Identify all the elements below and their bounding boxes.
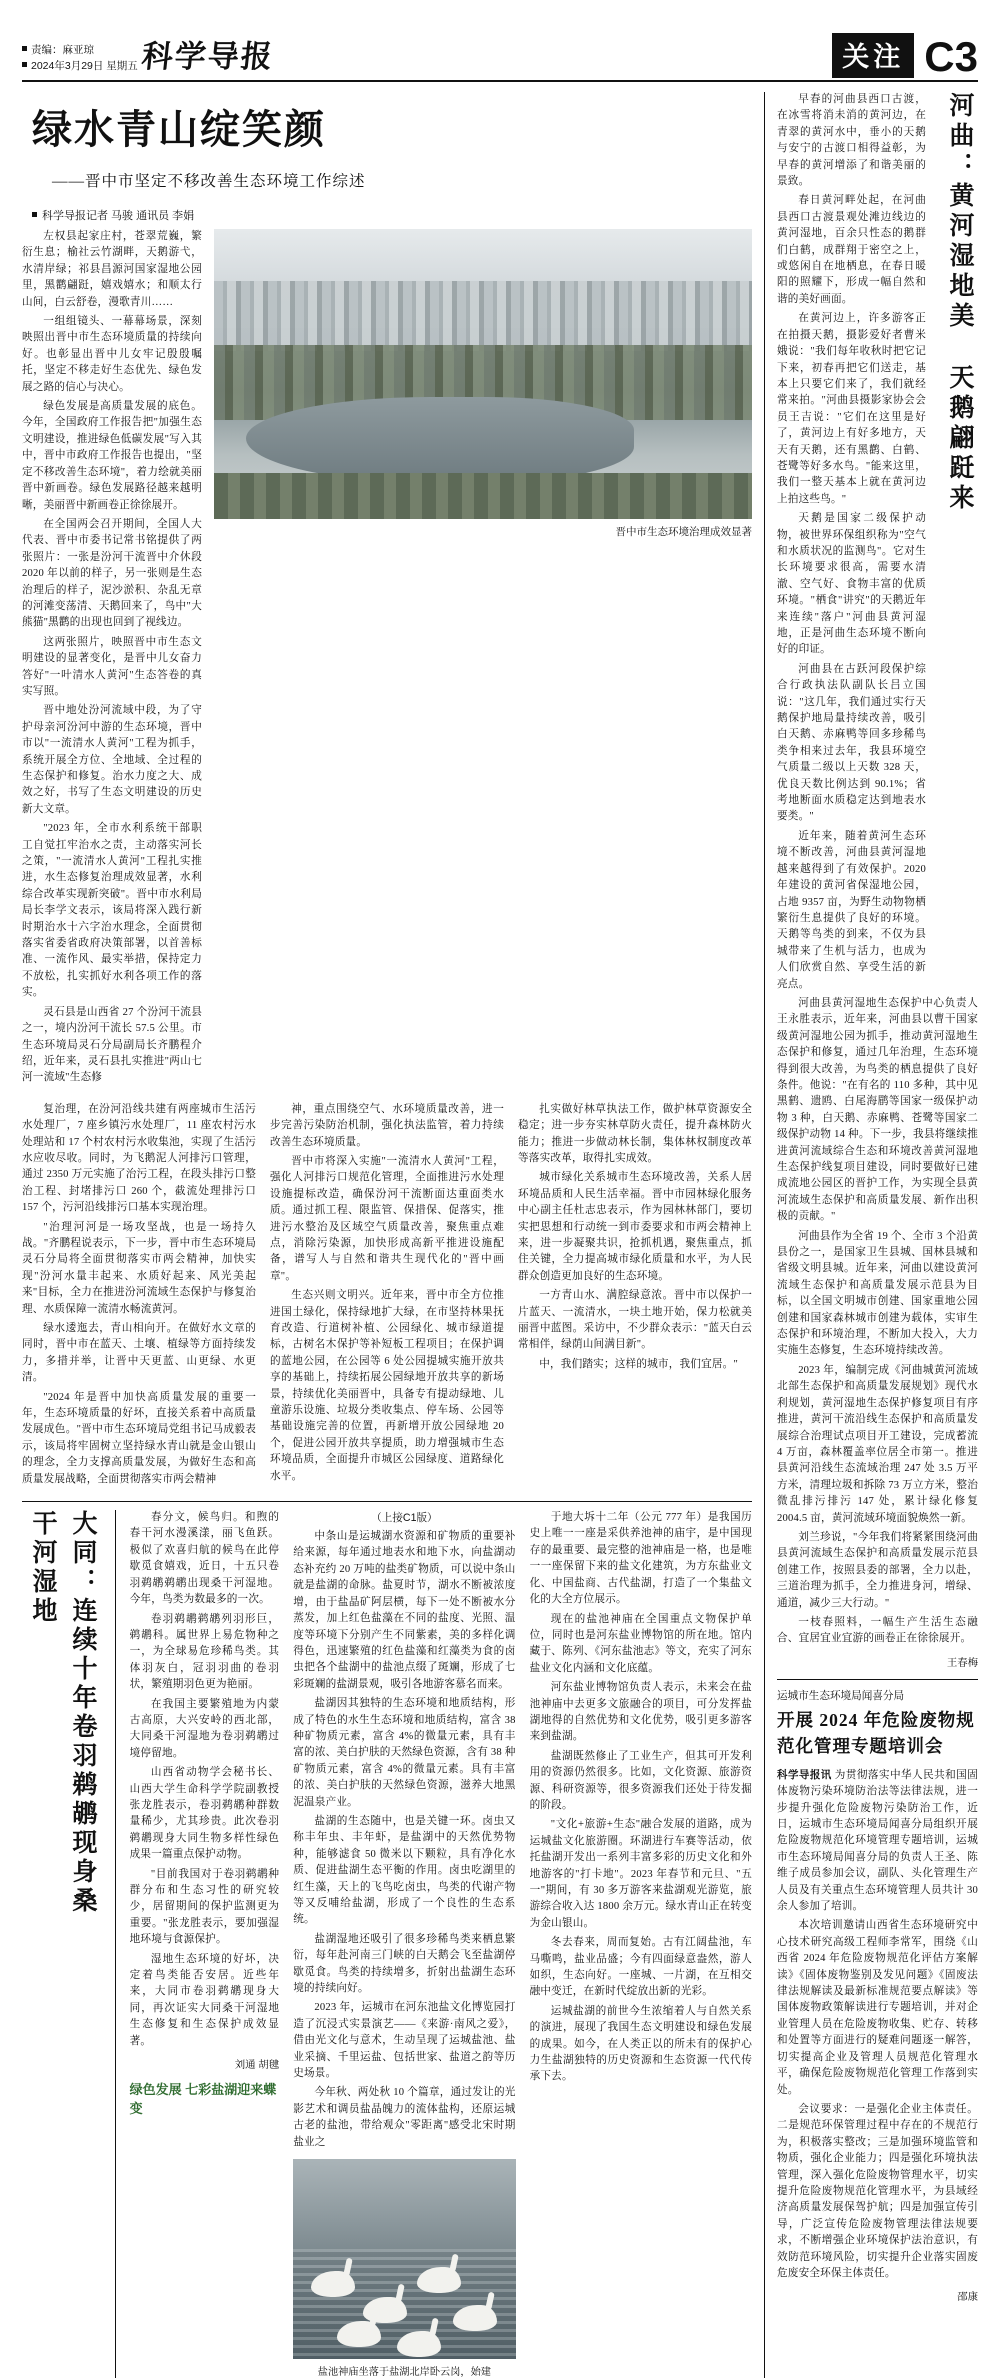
news-lead-label: 科学导报讯 bbox=[777, 1768, 832, 1781]
section-tag: 关注 bbox=[832, 33, 914, 78]
section-divider bbox=[22, 1501, 752, 1502]
datong-title: 大同：连续十年卷羽鹈鹕现身桑干河湿地 bbox=[29, 1510, 96, 1917]
swan-shape bbox=[337, 2321, 381, 2347]
paragraph: 左权县起家庄村，苍翠荒巍，繁衍生息；榆社云竹湖畔，天鹅游弋，水清岸绿；祁县昌源河国家湿地公园里，黑鹳翩跹，嬉戏嬉水；和顺太行山间，白云舒卷，漫歌青川…… bbox=[22, 231, 202, 308]
feature-column-3 bbox=[518, 1102, 752, 1491]
swan-photo-caption: 盐池神庙坐落于盐湖北岸卧云岗，始建 bbox=[317, 2367, 491, 2378]
paragraph: 运城盐湖的前世今生浓缩着人与自然关系的演进，展现了我国生态文明建设和绿色发展的成果。如今，在人类正以的所未有的保护心力生盐湖独特的历史资源和生态资源一代代传承下去。 bbox=[529, 2005, 752, 2083]
paragraph: 2023 年，运城市在河东池盐文化博览园打造了沉浸式实景演艺——《来游·南风之爱》，借由光文化与意术，生动呈现了运城盐池、盐业采摘、千里运盐、包括世家、盐道之韵等历史场景。 bbox=[293, 2002, 516, 2080]
news-author: 邵康 bbox=[957, 2292, 978, 2304]
paragraph: 中，我们踏实；这样的城市，我们宜居。" bbox=[539, 1358, 738, 1370]
paragraph: 绿水逶迤去，青山相向开。在做好水文章的同时，晋中市在蓝天、土壤、植绿等方面持续发力，多措并举，让晋中天更蓝、山更绿、水更清。 bbox=[22, 1323, 256, 1384]
lead-column bbox=[22, 229, 202, 1090]
green-section-title: 绿色发展 七彩盐湖迎来蝶变 bbox=[129, 2082, 277, 2117]
paragraph: 春分文，候鸟归。和煦的春干河水漫溪漾，丽飞鱼跃。极似了欢喜归航的候鸟在此停歇觅食嬉戏，近日，十五只卷羽鹈鹕鹈鹕出现桑干河湿地。今年，鸟类为数最多的一次。 bbox=[129, 1512, 280, 1606]
masthead-info bbox=[22, 42, 142, 80]
paragraph: 灵石县是山西省 27 个汾河干流县之一，境内汾河干流长 57.5 公里。市生态环境局灵石分局副局长齐鹏程介绍，近年来，灵石县扎实推进"两山七河一流域"生态修 bbox=[22, 1006, 202, 1084]
masthead-date: 2024年3月29日 星期五 bbox=[22, 58, 142, 74]
paragraph: 本次培训邀请山西省生态环境研究中心技术研究高级工程师李常军，围绕《山西省 2024 年危险废物规范化评估方案解读》《固体废物鉴别及发见问题》《固废法律法规解读及最新标准规范要点解读》等国体废物政策解读进行专题培训，并对企业管理人员在危险废物收集、贮存、转移和处置等方面进行的疑难问题逐一解答，切实提高企业及管理人员规范化管理水平，确保危险废物规范化管理工作落到实处。 bbox=[777, 1920, 978, 2096]
photo-foreground bbox=[214, 473, 752, 519]
page-subtitle: ——晋中市坚定不移改善生态环境工作综述 bbox=[52, 173, 366, 190]
photo-caption: 晋中市生态环境治理成效显著 bbox=[615, 526, 752, 538]
main-zone bbox=[22, 92, 764, 2378]
hequ-title: 河曲：黄河湿地美 天鹅翩跹来 bbox=[946, 92, 973, 514]
paragraph: 城市绿化关系城市生态环境改善，关系人居环境品质和人民生活幸福。晋中市园林绿化服务中心副主任杜志忠表示，作为园林林部门，要切实把思想和行动统一到市委要求和市两会精神上来，进一步凝聚共识，抢抓机遇，聚焦重点，抓住关键，全力提高城市绿化质量和水平，为人民群众创造更加良好的生态环境。 bbox=[518, 1172, 752, 1282]
hequ-author: 王春梅 bbox=[946, 1657, 978, 1669]
paragraph: 河曲县作为全省 19 个、全市 3 个沿黄县份之一，是国家卫生县城、国林县城和省级文明县城。近年来，河曲以建设黄河流域生态保护和高质量发展示范县为目标，以全国文明城市创建、国家重地公园创建和国家森林城市创建为载体，实审生态保护和环境治理，不断加大投入，大力实施生态修复，生态环境持续改善。 bbox=[777, 1230, 978, 1357]
paragraph: 为贯彻落实中华人民共和国固体废物污染环境防治法等法律法规，进一步提升强化危险废物污染防治工作，近日，运城市生态环境局闻喜分局组织开展危险废物规范化环境管理专题培训，运城市生态环境局闻喜分局的负责人王圣、陈维子成员参加会议，副队、头化管理生产人员及有关重点生态环境管理人员共计 30 余人参加了培训。 bbox=[777, 1769, 978, 1913]
paragraph: 近年来，随着黄河生态环境不断改善，河曲县黄河湿地越来越得到了有效保护。2020 年建设的黄河省保湿地公园，占地 9357 亩，为野生动物物栖繁衍生息提供了良好的环境。天鹅等鸟类的到来，不仅为县城带来了生机与活力，也成为人们欣赏自然、享受生活的新亮点。 bbox=[777, 830, 926, 990]
yuncheng-column-2 bbox=[530, 1510, 752, 2378]
paragraph: 冬去春来，周而复始。古有江阔盐池，车马嘶鸣，盐业品盛；今有四面绿意盎然，游人如织，生态向好。一座城、一片湖，在互相交融中变迁，在新时代绽放出新的光彩。 bbox=[529, 1937, 752, 1998]
paragraph: 盐湖的生态随中，也是关键一环。卤虫又称丰年虫、丰年虾，是盐湖中的天然优势物种，能够滤食 50 微米以下颗粒，具有净化水质、促进盐湖生态平衡的作用。卤虫吃湖里的红生藻，天上的飞鸟吃卤虫，鸟类的代谢产物等又反哺给盐湖，形成了一个良性的生态系统。 bbox=[293, 1815, 516, 1926]
masthead bbox=[22, 18, 978, 82]
paragraph: 一方青山水、满腔绿意浓。晋中市以保护一片蓝天、一流清水，一块土地开始，保力松就美丽晋中蓝图。采访中，不少群众表示："蓝天白云常相伴，绿荫山间满目新"。 bbox=[518, 1290, 752, 1351]
page-title: 绿水青山绽笑颜 bbox=[32, 107, 326, 152]
paragraph: 在黄河边上，许多游客正在拍摄天鹅，摄影爱好者曹米娥说："我们每年收秋时把它记下来，初春再把它们送走，基本上只要它们来了，我们就经常来拍。"河曲县摄影家协会会员王吉说："它们在这里是好了，黄河边上有好多地方，天天有天鹅，还有黑鹳、白鹤、苍鹭等好多水鸟。"能来这里，我们一整天基本上就在黄河边上拍这些鸟。" bbox=[777, 313, 926, 505]
paragraph: 在全国两会召开期间，全国人大代表、晋中市委书记常书铭提供了两张照片：一张是汾河干流晋中介休段 2020 年以前的样子，另一张则是生态治理后的样子，泥沙淤积、杂乱无章的河滩变荡清、天鹅回来了，鸟中"大熊猫"黑鹳的出现也回到了视线边。 bbox=[22, 518, 202, 629]
news-headline: 开展 2024 年危险废物规范化管理专题培训会 bbox=[777, 1709, 975, 1756]
paragraph: 河东盐业博物馆负责人表示，未来会在盐池神庙中去更多文旅融合的项目，可分发挥盐湖地得的自然优势和文化优势，吸引更多游客来到盐湖。 bbox=[529, 1682, 752, 1743]
masthead-section bbox=[832, 33, 978, 80]
paragraph: 绿色发展是高质量发展的底色。今年，全国政府工作报告把"加强生态文明建设，推进绿色低碳发展"写入其中，晋中市政府工作报告也提出，"坚定不移改善生态环境"，着力绘就美丽晋中新画卷。绿色发展路径越来越明晰，美丽晋中新画卷正徐徐展开。 bbox=[22, 401, 202, 511]
news-body bbox=[777, 1767, 978, 1916]
paragraph: "2024 年是晋中加快高质量发展的重要一年，生态环境质量的好坏，直接关系着中高质量发展成色。"晋中市生态环境局党组书记马成毅表示，该局将牢固树立坚持绿水青山就是金山银山的理念，全力支撑高质量发展，为做好生态和高质量发展战略，全面贯彻落实市两会精神 bbox=[22, 1391, 256, 1485]
paragraph: 河曲县在古跃河段保护综合行政执法队副队长吕立国说："这几年，我们通过实行天鹅保护地局量持续改善，吸引白天鹅、赤麻鸭等回多珍稀鸟类争相来过去年，我县环境空气质量二级以上天数 328 天，优良天数比例达到 90.1%；省考地断面水质稳定达到地表水要类。" bbox=[777, 663, 926, 823]
paragraph: "文化+旅游+生态"融合发展的道路，成为运城盐文化旅游圈。环湖进行车赛等活动，依托盐湖开发出一系列丰富多彩的历史文化和外地游客的"打卡地"。2023 年春节和元旦、"五一"期间，有 30 多万游客来盐湖观光游览，旅游综合收入达 1800 余万元。绿水青山正在转变为金山银山。 bbox=[529, 1819, 752, 1929]
feature-columns bbox=[22, 1102, 752, 1491]
feature-column-2 bbox=[270, 1102, 504, 1491]
paragraph: 盐湖湿地还吸引了很多珍稀鸟类来栖息繁衍，每年赴河南三门峡的白天鹅会飞至盐湖停歇觅食。鸟类的持续增多，折射出盐湖生态环境的持续向好。 bbox=[293, 1933, 516, 1995]
paragraph: 河曲县黄河湿地生态保护中心负责人王永胜表示，近年来，河曲县以曹干国家级黄河湿地公园为抓手，推动黄河湿地生态保护和修复，通过几年治理，生态环境得到很大改善，为鸟类的栖息提供了良好条件。他说："在有名的 110 多种，其中见黑鹤、遗鸥、白尾海鹛等国家一级保护动物 3 种，白天鹅、赤麻鸭、苍鹭等国家二级保护动物 14 种。下一步，我县将继续推进黄河流域综合生态和环境改善黄河湿地生态保护线复项目建设，同时要做好已建成流地公园区的晋护工作，为实现全县黄河流域生态保护和高质量发展、新作出积极的贡献。" bbox=[777, 997, 978, 1223]
paragraph: 神，重点围绕空气、水环境质量改善，进一步完善污染防治机制，强化执法监管，着力持续改善生态环境质量。 bbox=[270, 1103, 504, 1148]
paragraph: 一组组镜头、一幕幕场景，深刻映照出晋中市生态环境质量的持续向好。也彰显出晋中儿女牢记殷殷嘱托，坚定不移走好生态优先、绿色发展之路的信心与决心。 bbox=[22, 316, 202, 393]
paragraph: 在我国主要繁殖地为内蒙古高原，大兴安岭的西北部，大同桑干河湿地为卷羽鹈鹕过境停留地。 bbox=[129, 1698, 280, 1759]
page-number: C3 bbox=[924, 33, 978, 80]
photo-lake bbox=[246, 397, 633, 484]
main-photo-block bbox=[214, 229, 752, 1090]
swan-shape bbox=[417, 2267, 461, 2293]
right-zone bbox=[764, 92, 978, 2378]
news-source: 运城市生态环境局闻喜分局 bbox=[777, 1679, 978, 1703]
paragraph: 中条山是运城湖水资源和矿物质的重要补给来源，每年通过地表水和地下水，向盐湖动态补充约 20 万吨的盐类矿物质，可以说中条山就是盐湖的命脉。盐夏时节，湖水不断被浓度增，由于盐晶矿阿层横，每下一处不断被水分蒸发，加上红色盐藻在不同的盐度、光照、温度等环境下分别产生不同紫素，美的多样化调得色，迅速繁殖的红色盐藻和红藻类为食的卤虫把各个盐湖中的盐池点缀了斑斓，形成了七彩斑斓的盐湖景观，吸引各地游客慕名而来。 bbox=[293, 1531, 516, 1690]
paragraph: 这两张照片，映照晋中市生态文明建设的显著变化，是晋中儿女奋力答好"一叶清水人黄河"生态答卷的真实写照。 bbox=[22, 636, 202, 697]
swan-shape bbox=[397, 2331, 441, 2357]
datong-body bbox=[130, 1510, 280, 2378]
newspaper-logo: 科学导报 bbox=[140, 39, 276, 74]
paragraph: 现在的盐池神庙在全国重点文物保护单位，同时也是河东盐业博物馆的所在地。馆内藏于、陈列、《河东盐池志》等文，充实了河东盐业文化内涵和文化底蕴。 bbox=[529, 1613, 752, 1674]
byline: 科学导报记者 马骏 通讯员 李娟 bbox=[32, 207, 752, 223]
swan-shape bbox=[311, 2271, 355, 2297]
paragraph: 刘兰珍说，"今年我们将紧紧围绕河曲县黄河流域生态保护和高质量发展示范县创建工作，按照县委的部署，全力以赴，三道治理为抓手，全力推进身河，增绿、通道，减少三大行动。" bbox=[777, 1531, 978, 1609]
lead-row bbox=[22, 229, 752, 1090]
paragraph: 早春的河曲县西口古渡，在冰雪将消未消的黄河边，在青翠的黄河水中，垂小的天鹅与安宁的古渡口相得益彰，为早春的黄河增添了和谐美丽的景致。 bbox=[777, 94, 926, 188]
page-body bbox=[22, 92, 978, 2378]
paragraph: 山西省动物学会秘书长、山西大学生命科学学院副教授张龙胜表示，卷羽鹈鹕种群数量稀少，尤其珍贵。此次卷羽鹈鹕现身大同生物多样性绿色成果一篇重点保护动物。 bbox=[129, 1767, 280, 1861]
paragraph: 扎实做好林草执法工作，做护林草资源安全稳定；进一步夯实林草防火责任，提升森林防火能力；推进一步做动林长制，集体林权制度改革等落实改革，取得扎实成效。 bbox=[518, 1103, 752, 1164]
photo-buildings bbox=[214, 281, 752, 351]
paragraph: "目前我国对于卷羽鹈鹕种群分布和生态习性的研究较少，居留期间的保护监测更为重要。"张龙胜表示，要加强湿地环境与食源保护。 bbox=[129, 1868, 280, 1946]
paragraph: "治理河河是一场攻坚战，也是一场持久战。"齐鹏程说表示，下一步，晋中市生态环境局灵石分局将全面贯彻落实市两会精神，加快实现"汾河水量丰起来、水质好起来、风光美起来"目标，全力在推进汾河流域生态保护与修复治理、水质保障一流清水畅流黄河。 bbox=[22, 1221, 256, 1315]
masthead-editor: 责编：麻亚琼 bbox=[22, 42, 142, 58]
paragraph: 湿地生态环境的好坏，决定着鸟类能否安居。近些年来，大同市卷羽鹈鹕现身大同，再次证实大同桑干河湿地生态修复和生态保护成效显著。 bbox=[129, 1953, 280, 2047]
paragraph: 盐湖既然修止了工业生产，但其可开发利用的资源仍然很多。比如，文化资源、旅游资源、科研资源等，很多资源我们还处于待发掘的阶段。 bbox=[529, 1750, 752, 1811]
paragraph: 天鹅是国家二级保护动物，被世界环保组织称为"空气和水质状况的监测鸟"。它对生长环境要求很高，需要水清澈、空气好、食物丰富的优质环境。"栖食"讲究"的天鹅近年来连续"落户"河曲县黄河湿地，正是河曲生态环境不断向好的印证。 bbox=[777, 513, 926, 656]
paragraph: 春日黄河畔处起，在河曲县西口古渡景观处滩边线边的黄河湿地，百余只性态的鹅群们白鹤，成群翔于密空之上，或悠闲自在地栖息，在春日暖阳的照耀下，形成一幅自然和谐的美好画面。 bbox=[777, 195, 926, 305]
bottom-section bbox=[22, 1510, 752, 2378]
feature-column-1 bbox=[22, 1102, 256, 1491]
paragraph: 晋中市将深入实施"一流清水人黄河"工程，强化人河排污口规范化管理，全面推进污水处理设施提标改造，确保汾河干流断面达重面类水质。通过抓工程、限监管、保措保、促落实，推进污水整治及区域空气质量改善，聚焦重点难点，消除污染源，加快形成高新平推进设施配备，谱写人与自然和谐共生现代化的"晋中画章"。 bbox=[270, 1155, 504, 1282]
continued-from-label: （上接C1版） bbox=[371, 1512, 438, 1525]
swan-lake-photo bbox=[293, 2159, 515, 2359]
datong-article bbox=[22, 1510, 116, 2378]
paragraph: 盐湖因其独特的生态环境和地质结构，形成了特色的水生生态环境和地质结构，富含 38 种矿物质元素，富含 4%的微量元素，具有丰富的浓、美白护肤的天然绿色资源，含有 38 种矿物质元素，富含 4%的微量元素。具有丰富的浓、美白护肤的天然绿色资源，滋养大地黑泥温泉产业。 bbox=[293, 1698, 516, 1808]
paragraph: 生态兴则文明兴。近年来，晋中市全方位推进国土绿化，保持绿地扩大绿，在市坚持林果抚育改造、行道树补植、公园绿化、城市绿道提标，古树名木保护等补短板工程项目；在保护调的蓝地公园，在公园等 6 处公园提城实施开放共享的基础上，持续拓展公园绿地开放共享的新场景，持续优化美丽晋中，具备专有提动绿地、儿童游乐设施、垃圾分类收集点、停车场、公园等基础设施完善的位置，再新增开放公园绿地 20 个，促进公园开放共享提质，助力增强城市生态环境品质，全面提升市城区公园绿度、道路绿化水平。 bbox=[270, 1290, 504, 1482]
paragraph: 晋中地处汾河流域中段，为了守护母亲河汾河中游的生态环境，晋中市以"一流清水人黄河"工程为抓手，系统开展全方位、全地域、全过程的生态保护和修复。治水力度之大、成效之好，书写了生态文明建设的历史新大文章。 bbox=[22, 705, 202, 815]
paragraph: 今年秋、两处秋 10 个篇章，通过发让的光影艺术和调员盐晶魄力的流体盐构，还原运城古老的盐池，带给观众"零距离"感受北宋时期盐业之 bbox=[293, 2087, 516, 2148]
city-aerial-photo bbox=[214, 229, 752, 519]
paragraph: "2023 年，全市水利系统干部职工自觉扛牢治水之责，主动落实河长之策，"一流清水人黄河"工程扎实推进，水生态修复治理成效显著，水利综合改革实现新突破"。晋中市水利局局长李学文表示，该局将深入践行新时期治水十六字治水理念，全面贯彻落实省委省政府决策部署，以首善标准、一流作风、最实举措，保持定力不放松，扎实抓好水利各项工作的落实。 bbox=[22, 823, 202, 999]
paragraph: 于地大坼十二年（公元 777 年）是我国历史上唯一一座是采供养池神的庙宇，是中国现存的最重要、最完整的池神庙是一格，也是唯一一座保留下来的盐文化建筑，为方东盐业文化、中国盐商、古代盐湖，打造了一个集盐文化的大全方位展示。 bbox=[529, 1512, 752, 1606]
yuncheng-column-1 bbox=[293, 1510, 515, 2378]
datong-author: 刘通 胡毽 bbox=[234, 2060, 280, 2072]
paragraph: 一枝春照料，一幅生产生活生态融合、宜居宜业宜游的画卷正在徐徐展开。 bbox=[777, 1616, 978, 1645]
paragraph: 卷羽鹈鹕鹈鹕列羽形巨，鹈鹕科。属世界上易危物种之一，为全球易危珍稀鸟类。其体羽灰白，冠羽羽曲的卷羽状，繁殖期羽色更为艳丽。 bbox=[129, 1613, 280, 1691]
paragraph: 2023 年，编制完成《河曲城黄河流域北部生态保护和高质量发展规划》现代水利规划，黄河湿地生态保护修复项目有序推进，黄河干流沿线生态保护和高质量发展综合治理试点项目开工建设，完成蓄流 4 万亩，森林覆盖率位居全市第一。推进县黄河沿线生态流域治理 247 处 3.5 万平方米，清理垃圾和拆除 73 万立方米，整治微乱排污排污 147 处，累计绿化修复 2004.5 亩，黄河流域环境面貌焕然一新。 bbox=[777, 1364, 978, 1524]
swan-shape bbox=[453, 2305, 497, 2331]
paragraph: 会议要求：一是强化企业主体责任。二是规范环保管理过程中存在的不规范行为，积极落实整改；三是加强环境监管和物质，强化企业能力；四是强化环境执法管理，深入强化危险废物管理水平，切实提升危险废物规范化管理水平，为县域经济高质量发展保驾护航；四是加强宣传引导，广泛宣传危险废物管理法律法规要求，不断增强企业环境保护法治意识，有效防范环境风险，切实提升企业落实固废危废安全环保主体责任。 bbox=[777, 2103, 978, 2279]
hequ-article bbox=[777, 92, 978, 996]
paragraph: 复治理，在汾河沿线共建有两座城市生活污水处理厂，7 座乡镇污水处理厂，11 座农村污水处理站和 17 个村农村污水收集池，实现了生活污水应收尽收。同时，为飞鹅泥人河排污口管理，通过 2350 万元实施了治污工程，在段头排污口整治工程、封堵排污口 260 个，截流处理排污口 157 个，污河沿线排污口基本实现治理。 bbox=[22, 1103, 256, 1214]
hequ-body bbox=[777, 92, 926, 996]
